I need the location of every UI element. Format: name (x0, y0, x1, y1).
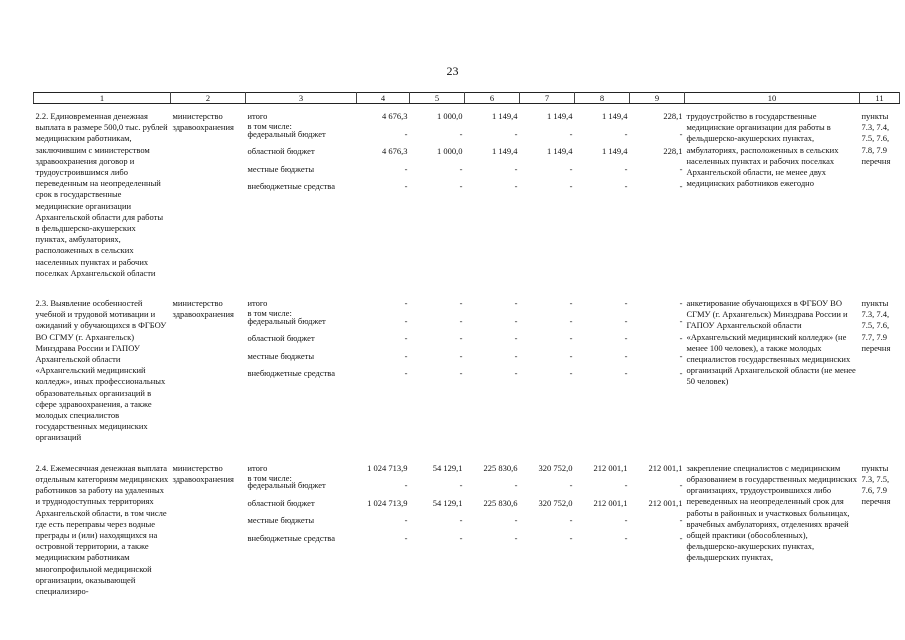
amount-value: - (679, 181, 683, 191)
result-cell: закрепление специалистов с медицинским образованием в государственных медицинских организациях, трудоустроившихся либо переведенных на неопределенный срок для работы в районных и участковых больницах, врачебных амбулаториях, отделениях врачей общей практики (обособленных), фельдшерско-акушерских пунктах, фельдшерских пунктах, (686, 462, 857, 563)
funding-source: итого в том числе: (247, 298, 292, 319)
column-header: 3 (246, 93, 357, 104)
column-header: 10 (685, 93, 860, 104)
amount-value: 320 752,0 (538, 497, 573, 508)
amount-value: - (514, 515, 518, 526)
amount-value: - (679, 163, 683, 174)
amount-cell-col8 (575, 456, 630, 609)
amount-value: 1 000,0 (437, 146, 463, 156)
table-row (34, 291, 900, 456)
amount-value: - (459, 515, 463, 526)
amount-cell-col6 (465, 291, 520, 456)
amount-value: - (569, 128, 573, 139)
result-cell: трудоустройство в государственные медицинские организации для работы в фельдшерско-акушерских пунктах, амбулаториях, расположенных в сельских населенных пунктах и рабочих поселках Архангельской области, не менее двух медицинских работников ежегодно (686, 111, 839, 189)
amount-value: - (624, 480, 628, 491)
activity-cell: 2.4. Ежемесячная денежная выплата отдельным категориям медицинских работников за работу на удаленных и труднодоступных территориях Архангельской области, в том числе где есть переправы через водные преграды и (или) находящихся на островной территории, а также медицинским работникам многопрофильной медицинской организации, оказывающей специализиро- (35, 462, 169, 596)
amount-value: - (459, 128, 463, 139)
table-row (34, 456, 900, 609)
amount-value: - (624, 315, 628, 326)
amount-value: - (569, 315, 573, 326)
amount-cell-col5 (410, 291, 465, 456)
amount-value: - (514, 333, 518, 344)
amount-value: - (404, 515, 408, 526)
amount-cell-col8 (575, 291, 630, 456)
amount-value: - (404, 368, 408, 379)
table-header-row (34, 93, 900, 104)
amount-value: 228,1 (663, 146, 683, 156)
amount-value: - (514, 163, 518, 174)
amount-value: - (569, 333, 573, 344)
funding-source: местные бюджеты (247, 350, 315, 361)
funding-sources-cell (246, 291, 357, 456)
amount-value: - (624, 163, 628, 174)
activity-cell: 2.2. Единовременная денежная выплата в размере 500,0 тыс. рублей медицинским работникам, заключившим с министерством здравоохранения договор и трудоустроившимся либо переведенным на неопределенный срок в государственные медицинские организации Архангельской области для работы в фельдшерско-акушерских пунктах, амбулаториях, расположенных в сельских населенных пунктах и рабочих поселках Архангельской области (35, 111, 168, 278)
amount-value: 228,1 (663, 111, 683, 121)
amount-value: - (624, 333, 628, 344)
amount-value: - (624, 298, 628, 309)
amount-value: - (514, 480, 518, 491)
amount-cell-col7 (520, 104, 575, 292)
amount-value: - (679, 315, 683, 326)
funding-source: федеральный бюджет (247, 128, 326, 139)
amount-value: - (514, 315, 518, 326)
amount-value: - (679, 333, 683, 344)
amount-value: 1 024 713,9 (367, 462, 408, 473)
funding-source: внебюджетные средства (247, 181, 335, 191)
amount-value: - (459, 298, 463, 309)
amount-value: - (404, 163, 408, 174)
points-cell: пункты 7.3, 7.4, 7.5, 7.6, 7.7, 7.9 перечня (861, 298, 891, 353)
column-header: 2 (171, 93, 246, 104)
amount-value: - (569, 368, 573, 379)
amount-value: - (679, 515, 683, 526)
amount-value: - (404, 298, 408, 309)
amount-value: - (624, 128, 628, 139)
amount-value: - (459, 315, 463, 326)
amount-value: - (459, 350, 463, 361)
column-header: 4 (357, 93, 410, 104)
amount-value: - (569, 298, 573, 309)
amount-value: - (404, 333, 408, 344)
points-cell: пункты 7.3, 7.4, 7.5, 7.6, 7.8, 7.9 перечня (861, 111, 891, 166)
funding-source: областной бюджет (247, 146, 315, 156)
amount-value: - (624, 368, 628, 379)
executor-cell: министерство здравоохранения (172, 111, 234, 133)
amount-value: 1 149,4 (602, 146, 628, 156)
amount-value: 4 676,3 (382, 111, 408, 121)
amount-value: - (404, 315, 408, 326)
amount-cell-col5 (410, 104, 465, 292)
executor-cell: министерство здравоохранения (172, 298, 234, 320)
amount-value: - (569, 515, 573, 526)
amount-value: - (514, 128, 518, 139)
funding-source: областной бюджет (247, 333, 315, 344)
amount-value: - (459, 163, 463, 174)
funding-source: федеральный бюджет (247, 315, 326, 326)
amount-value: - (679, 128, 683, 139)
funding-sources-cell (246, 456, 357, 609)
amount-value: 225 830,6 (483, 462, 518, 473)
funding-source: внебюджетные средства (247, 368, 335, 379)
amount-value: 54 129,1 (432, 462, 463, 473)
amount-value: - (679, 350, 683, 361)
column-header: 8 (575, 93, 630, 104)
amount-value: 1 149,4 (547, 146, 573, 156)
amount-value: 320 752,0 (538, 462, 573, 473)
amount-value: - (514, 532, 518, 543)
amount-value: - (459, 181, 463, 191)
amount-value: - (514, 350, 518, 361)
executor-cell: министерство здравоохранения (172, 462, 234, 484)
amount-cell-col5 (410, 456, 465, 609)
amount-value: - (569, 532, 573, 543)
amount-value: 1 149,4 (492, 146, 518, 156)
points-cell: пункты 7.3, 7.5, 7.6, 7.9 перечня (861, 462, 891, 507)
amount-cell-col7 (520, 291, 575, 456)
amount-value: 1 149,4 (492, 111, 518, 121)
amount-cell-total (357, 291, 410, 456)
amount-value: - (459, 333, 463, 344)
amount-value: - (459, 532, 463, 543)
amount-value: - (404, 128, 408, 139)
column-header: 1 (34, 93, 171, 104)
amount-cell-col6 (465, 104, 520, 292)
amount-value: - (569, 350, 573, 361)
amount-value: - (569, 163, 573, 174)
amount-value: 212 001,1 (648, 462, 683, 473)
amount-cell-col7 (520, 456, 575, 609)
funding-source: местные бюджеты (247, 515, 315, 526)
amount-value: - (514, 298, 518, 309)
column-header: 6 (465, 93, 520, 104)
amount-value: 1 149,4 (602, 111, 628, 121)
amount-value: - (404, 181, 408, 191)
amount-value: - (404, 480, 408, 491)
result-cell: анкетирование обучающихся в ФГБОУ ВО СГМУ (г. Архангельск) Минздрава России и ГАПОУ Архангельской области «Архангельский медицинский колледж» (не менее 100 человек), а также молодых специалистов государственных медицинских организаций Архангельской области (не менее 50 человек) (686, 298, 856, 387)
amount-value: 212 001,1 (648, 497, 683, 508)
amount-value: - (514, 368, 518, 379)
amount-cell-col9 (630, 456, 685, 609)
amount-cell-col9 (630, 104, 685, 292)
amount-value: - (624, 532, 628, 543)
funding-source: итого в том числе: (247, 462, 292, 483)
amount-value: - (459, 368, 463, 379)
activity-cell: 2.3. Выявление особенностей учебной и трудовой мотивации и ожиданий у обучающихся в ФГБОУ ВО СГМУ (г. Архангельск) Минздрава России и ГАПОУ Архангельской области «Архангельский медицинский колледж», иных профессиональных образовательных организаций в сфере здравоохранения, а также молодых специалистов государственных медицинских организаций (35, 298, 167, 443)
amount-value: 212 001,1 (593, 497, 628, 508)
column-header: 9 (630, 93, 685, 104)
amount-value: - (569, 181, 573, 191)
amount-value: - (679, 480, 683, 491)
amount-cell-total (357, 104, 410, 292)
amount-cell-total (357, 456, 410, 609)
amount-value: - (569, 480, 573, 491)
amount-cell-col6 (465, 456, 520, 609)
program-table (33, 92, 900, 609)
amount-value: - (404, 532, 408, 543)
amount-cell-col9 (630, 291, 685, 456)
amount-value: 212 001,1 (593, 462, 628, 473)
column-header: 7 (520, 93, 575, 104)
amount-value: - (679, 368, 683, 379)
funding-source: внебюджетные средства (247, 532, 335, 543)
amount-value: 4 676,3 (382, 146, 408, 156)
table-row (34, 104, 900, 292)
funding-source: федеральный бюджет (247, 480, 326, 491)
funding-source: итого в том числе: (247, 111, 292, 131)
amount-value: - (459, 480, 463, 491)
amount-value: - (514, 181, 518, 191)
amount-value: - (679, 532, 683, 543)
amount-value: - (404, 350, 408, 361)
funding-source: местные бюджеты (247, 163, 315, 174)
funding-source: областной бюджет (247, 497, 315, 508)
amount-value: - (624, 515, 628, 526)
amount-value: 1 024 713,9 (367, 497, 408, 508)
amount-value: 225 830,6 (483, 497, 518, 508)
column-header: 5 (410, 93, 465, 104)
amount-value: 54 129,1 (432, 497, 463, 508)
page-number: 23 (446, 64, 459, 78)
column-header: 11 (860, 93, 900, 104)
amount-value: 1 149,4 (547, 111, 573, 121)
amount-value: - (679, 298, 683, 309)
amount-value: - (624, 181, 628, 191)
amount-value: - (624, 350, 628, 361)
funding-sources-cell (246, 104, 357, 292)
amount-value: 1 000,0 (437, 111, 463, 121)
amount-cell-col8 (575, 104, 630, 292)
